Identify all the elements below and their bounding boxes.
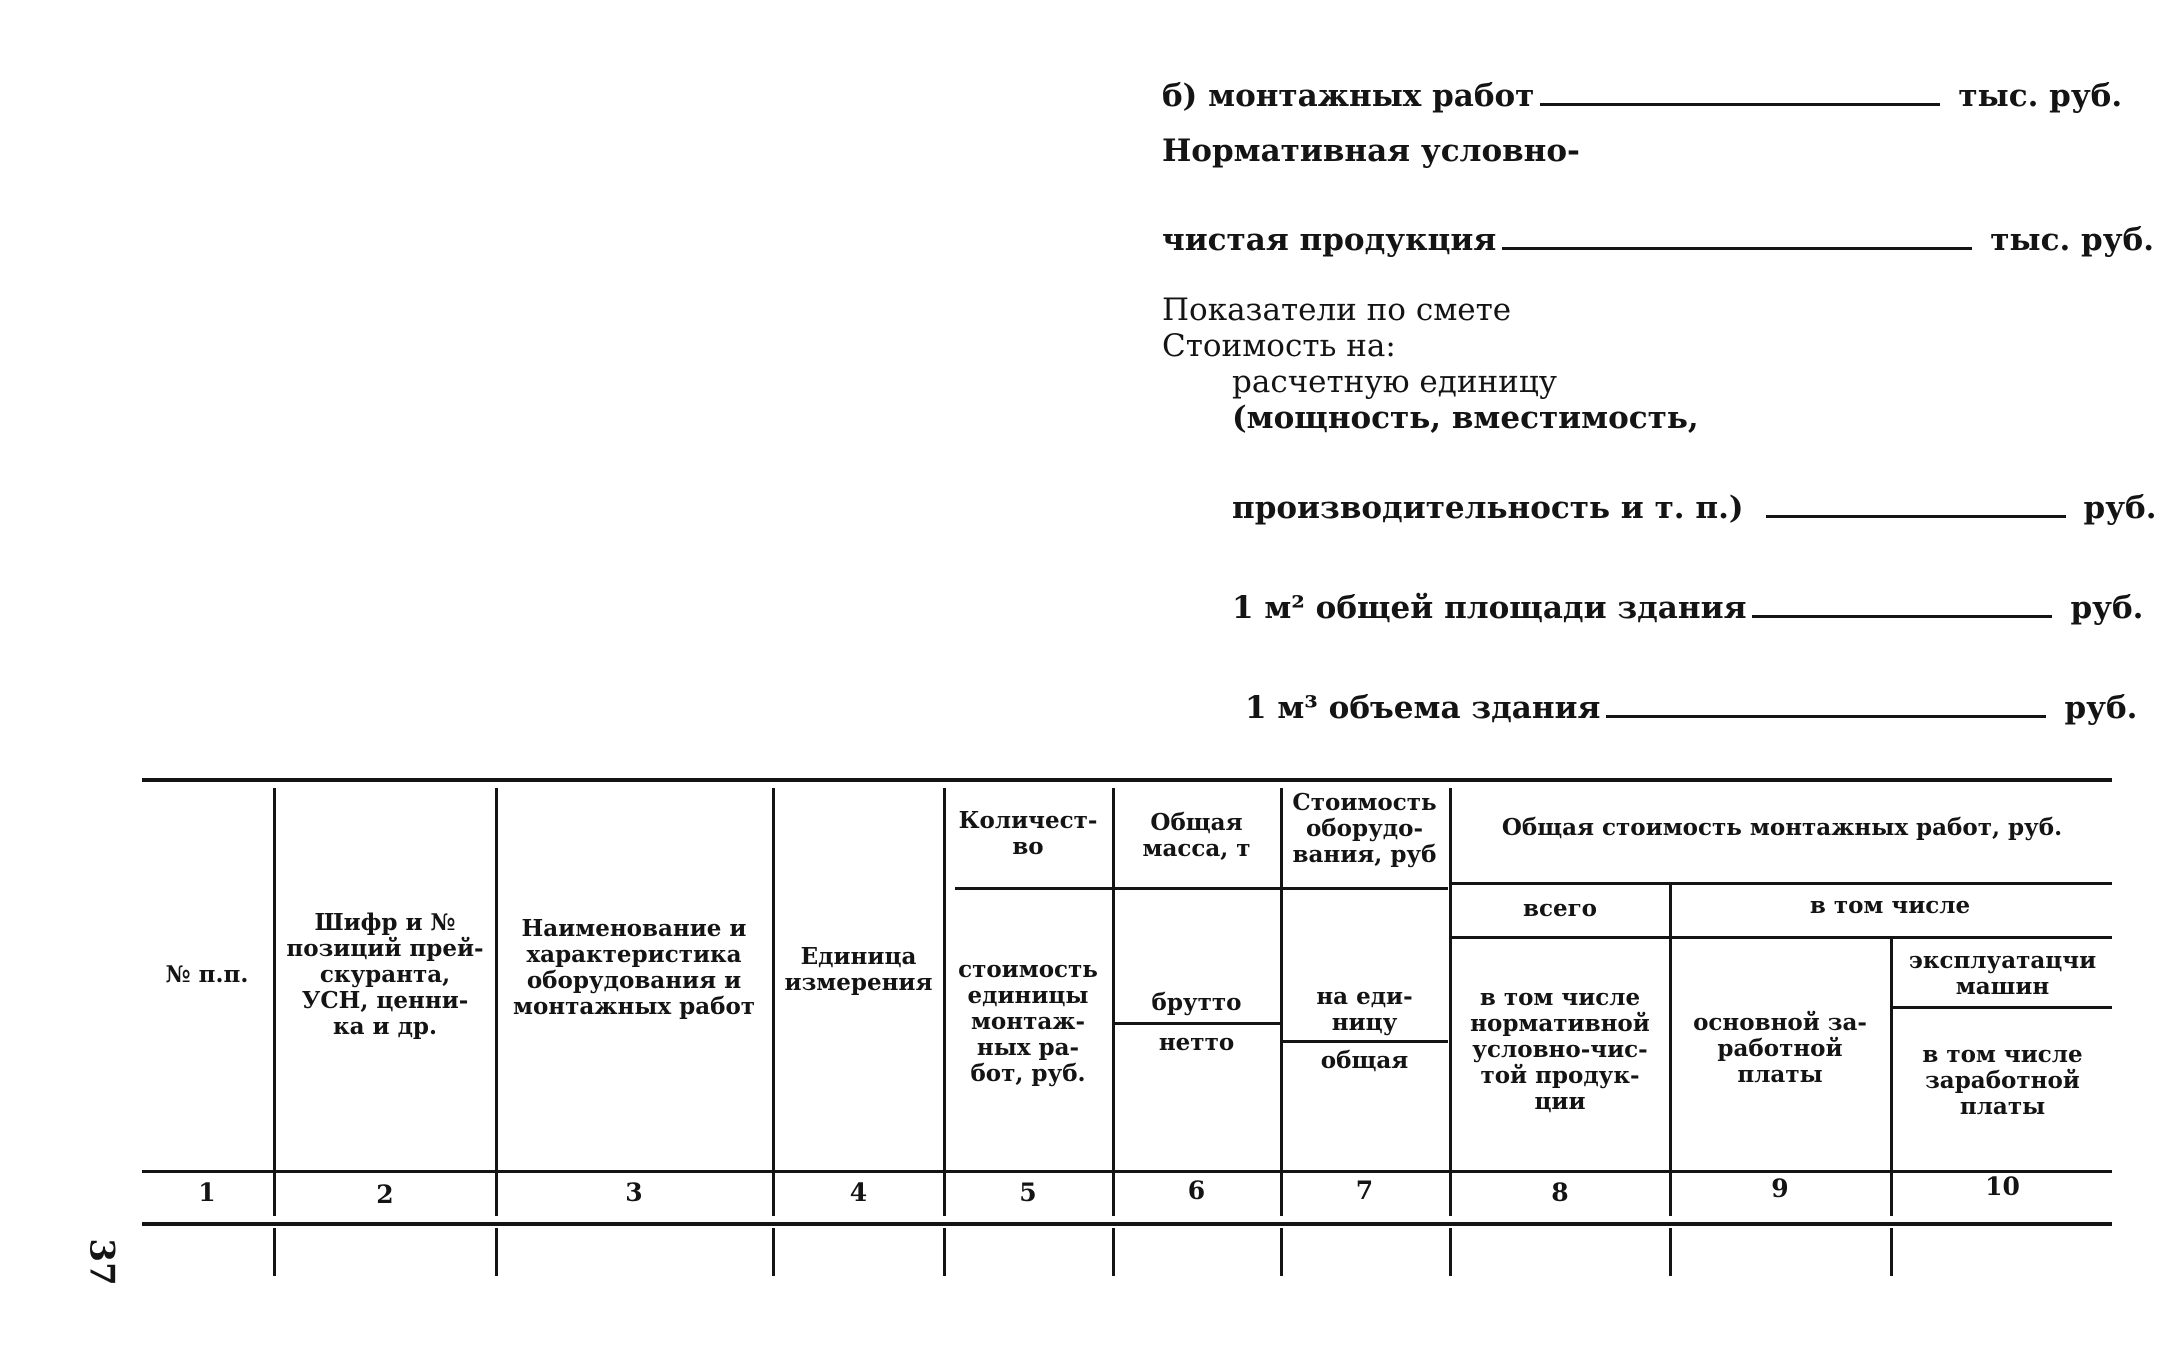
col2-line: позиций прей- — [286, 935, 484, 962]
body-vline-8 — [1669, 1228, 1672, 1276]
conditional-product-blank — [1502, 225, 1972, 250]
col9-line: платы — [1737, 1061, 1823, 1088]
body-vline-3 — [772, 1228, 775, 1276]
column-number: 10 — [1985, 1172, 2020, 1201]
rule-col5 — [955, 887, 1113, 890]
col2-line: УСН, ценни- — [301, 987, 469, 1014]
conditional-product-label-1: Нормативная условно- — [1162, 133, 1580, 169]
column-number: 1 — [198, 1178, 216, 1207]
body-vline-4 — [943, 1228, 946, 1276]
col7-header-top — [1283, 790, 1446, 868]
volume-unit: руб. — [2064, 690, 2138, 726]
col10-top-line: эксплуатацчи — [1908, 947, 2097, 974]
col5-bottom-line: стоимость — [958, 956, 1098, 983]
col10-bottom-line: в том числе — [1922, 1041, 2083, 1068]
rule-col7-mid — [1283, 1040, 1448, 1043]
col8-line: условно-чис- — [1472, 1036, 1648, 1063]
col9-line: основной за- — [1693, 1009, 1867, 1036]
col9-header — [1672, 1010, 1888, 1088]
col2-line: ка и др. — [332, 1013, 437, 1040]
col6-header-mid: брутто — [1151, 989, 1242, 1016]
col5-top-line: во — [1012, 833, 1044, 860]
col5-top-line: Количест- — [958, 807, 1098, 834]
col8-header — [1452, 985, 1668, 1115]
col5-bottom-line: ных ра- — [976, 1034, 1080, 1061]
calc-unit-label-1: расчетную единицу — [1232, 364, 1558, 400]
including-header: в том числе — [1809, 892, 1971, 919]
col8-line: в том числе — [1479, 984, 1641, 1011]
col10-bottom-line: платы — [1959, 1093, 2046, 1120]
header-bottom-rule — [142, 1170, 2112, 1173]
rule-col6-mid — [1115, 1022, 1280, 1025]
calc-unit-line — [1232, 490, 2157, 526]
col7-header-mid — [1283, 984, 1446, 1036]
col3-line: характеристика — [526, 941, 742, 968]
table-top-rule — [142, 778, 2112, 782]
conditional-product-line — [1162, 222, 2154, 258]
mounting-works-line — [1162, 78, 2122, 114]
column-number: 9 — [1771, 1174, 1789, 1203]
column-number: 5 — [1019, 1178, 1037, 1207]
col3-line: монтажных работ — [512, 993, 756, 1020]
col7-top-line: вания, руб — [1292, 841, 1437, 868]
col8-line: той продук- — [1480, 1062, 1640, 1089]
col4-line: Единица — [800, 943, 917, 970]
col6-header-top — [1115, 810, 1278, 862]
rule-col6-top — [1115, 887, 1280, 890]
area-blank — [1752, 593, 2052, 618]
rule-total — [1452, 936, 2112, 939]
group-header: Общая стоимость монтажных работ, руб. — [1501, 814, 2063, 841]
col5-bottom-line: бот, руб. — [970, 1060, 1086, 1087]
calc-unit-blank — [1766, 493, 2066, 518]
col7-header-bottom: общая — [1320, 1047, 1409, 1074]
conditional-product-unit: тыс. руб. — [1990, 222, 2155, 258]
calc-unit-label-2: (мощность, вместимость, — [1232, 400, 1699, 436]
area-unit: руб. — [2070, 590, 2144, 626]
column-number: 2 — [376, 1180, 394, 1209]
col5-header-bottom — [946, 957, 1110, 1087]
col4-header — [775, 944, 942, 996]
col5-bottom-line: монтаж- — [970, 1008, 1086, 1035]
col10-bottom-line: заработной — [1925, 1067, 2080, 1094]
col2-header — [276, 910, 494, 1040]
col10-header-top — [1893, 948, 2112, 1000]
col7-top-line: оборудо- — [1305, 815, 1424, 842]
conditional-product-label-2: чистая продукция — [1162, 222, 1497, 258]
cost-on-label: Стоимость на: — [1162, 328, 1396, 364]
column-number: 8 — [1551, 1178, 1569, 1207]
col2-line: скуранта, — [319, 961, 451, 988]
volume-blank — [1606, 693, 2046, 718]
calc-unit-label-3: производительность и т. п.) — [1232, 490, 1744, 526]
col1-header: № п.п. — [165, 961, 249, 988]
rule-col7-top — [1283, 887, 1448, 890]
column-number: 3 — [625, 1178, 643, 1207]
body-vline-2 — [495, 1228, 498, 1276]
col6-top-line: масса, т — [1142, 835, 1251, 862]
col6-top-line: Общая — [1150, 809, 1243, 836]
col4-line: измерения — [784, 969, 933, 996]
col10-top-line: машин — [1955, 973, 2050, 1000]
body-vline-1 — [273, 1228, 276, 1276]
col6-header-bottom: нетто — [1158, 1029, 1235, 1056]
volume-label: 1 м³ объема здания — [1245, 690, 1601, 726]
volume-line — [1245, 690, 2137, 726]
col5-bottom-line: единицы — [967, 982, 1089, 1009]
col7-mid-line: на еди- — [1316, 983, 1413, 1010]
col5-header-top — [946, 808, 1110, 860]
indicators-title: Показатели по смете — [1162, 292, 1512, 328]
body-vline-9 — [1890, 1228, 1893, 1276]
col10-header-bottom — [1893, 1042, 2112, 1120]
col8-line: ции — [1534, 1088, 1586, 1115]
column-number: 4 — [849, 1178, 868, 1207]
rule-group — [1452, 882, 2112, 885]
body-vline-7 — [1449, 1228, 1452, 1276]
calc-unit-unit: руб. — [2083, 490, 2157, 526]
total-header: всего — [1522, 895, 1598, 922]
numbers-bottom-rule — [142, 1222, 2112, 1226]
vline-3 — [772, 788, 775, 1216]
col7-top-line: Стоимость — [1292, 789, 1437, 816]
col3-line: оборудования и — [526, 967, 742, 994]
col9-line: работной — [1717, 1035, 1843, 1062]
area-line — [1232, 590, 2143, 626]
column-number: 7 — [1355, 1176, 1374, 1205]
mounting-works-label: б) монтажных работ — [1162, 78, 1535, 114]
col3-header — [498, 916, 770, 1020]
col2-line: Шифр и № — [314, 909, 456, 936]
area-label: 1 м² общей площади здания — [1232, 590, 1747, 626]
mounting-works-unit: тыс. руб. — [1958, 78, 2123, 114]
page-number: 37 — [81, 1238, 122, 1286]
column-number: 6 — [1187, 1176, 1206, 1205]
col7-mid-line: ницу — [1331, 1009, 1398, 1036]
col8-line: нормативной — [1470, 1010, 1650, 1037]
body-vline-5 — [1112, 1228, 1115, 1276]
body-vline-6 — [1280, 1228, 1283, 1276]
rule-col10-mid — [1892, 1006, 2112, 1009]
mounting-works-blank — [1540, 81, 1940, 106]
col3-line: Наименование и — [521, 915, 747, 942]
